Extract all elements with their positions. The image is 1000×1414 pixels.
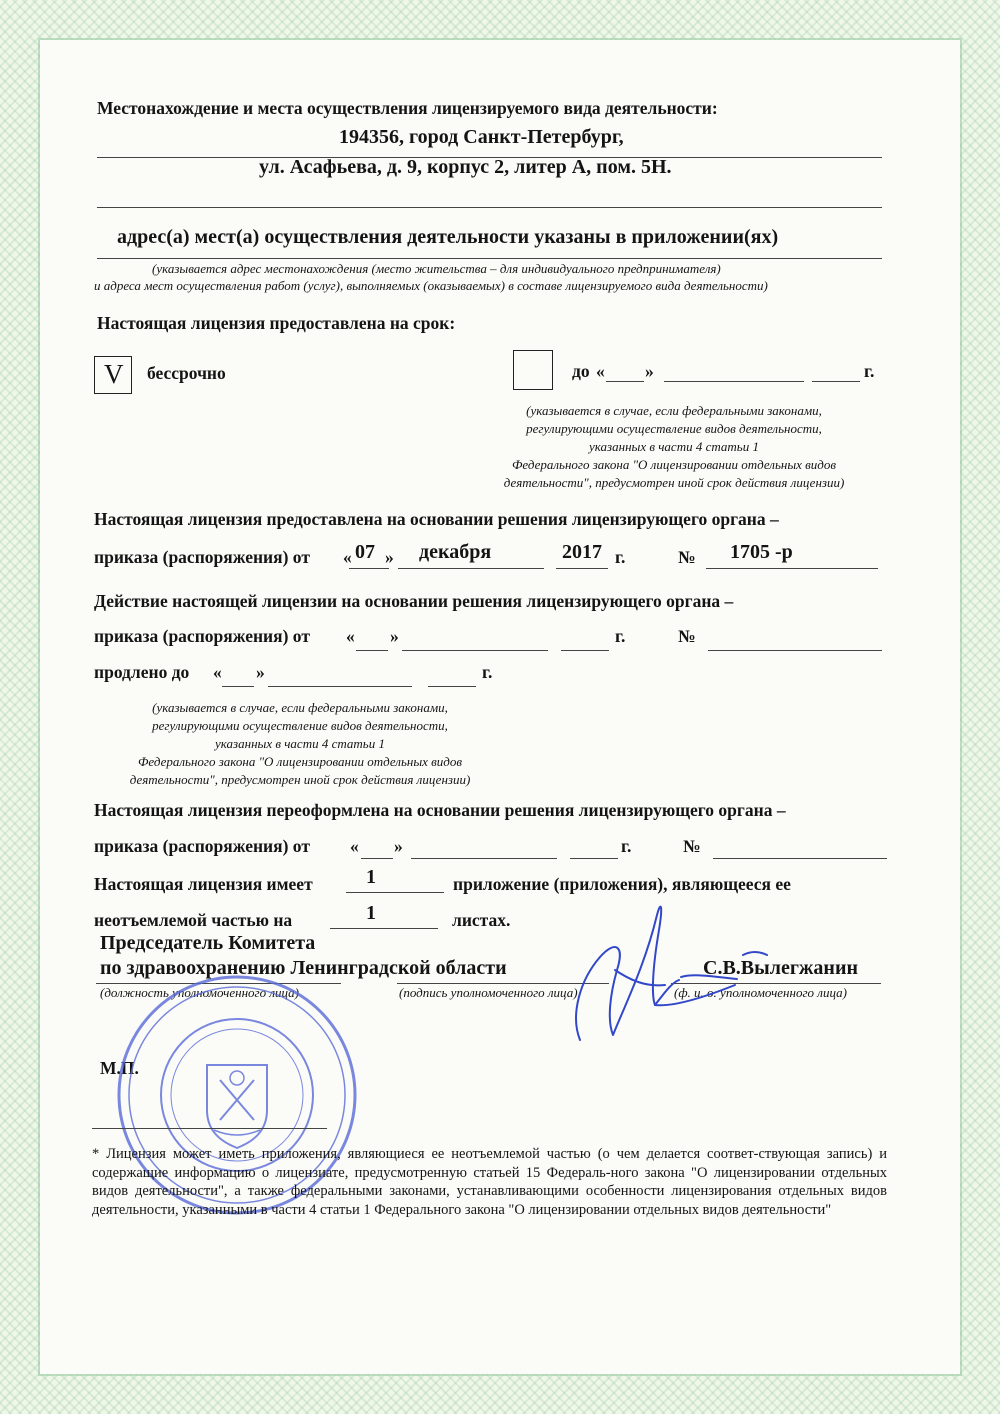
term-note-line: (указывается в случае, если федеральными законами, bbox=[526, 403, 822, 418]
grant-number-line bbox=[706, 568, 878, 569]
extended-year-suffix: г. bbox=[482, 662, 493, 682]
reissue-number-line bbox=[713, 858, 887, 859]
appendix-integral-label: неотъемлемой частью на bbox=[94, 910, 293, 930]
signatory-name: С.В.Вылегжанин bbox=[703, 957, 858, 979]
grant-open-quote: « bbox=[343, 547, 352, 567]
until-close-quote: » bbox=[645, 361, 654, 381]
reissue-open-quote: « bbox=[350, 836, 359, 856]
extension-order-label: приказа (распоряжения) от bbox=[94, 626, 310, 646]
address-line-1: 194356, город Санкт-Петербург, bbox=[339, 126, 624, 148]
grant-number: 1705 -р bbox=[730, 541, 793, 563]
signatory-position-1: Председатель Комитета bbox=[100, 932, 316, 954]
grant-number-sign: № bbox=[678, 547, 696, 567]
signatory-position-2: по здравоохранению Ленинградской области bbox=[100, 957, 507, 979]
indefinite-label: бессрочно bbox=[147, 363, 226, 383]
seal-label: М.П. bbox=[100, 1058, 139, 1078]
until-label: до bbox=[572, 361, 590, 381]
check-mark: V bbox=[104, 359, 124, 389]
extension-close-quote: » bbox=[390, 626, 399, 646]
reissue-year-line bbox=[570, 858, 618, 859]
address-hint-1: (указывается адрес местонахождения (место жительства – для индивидуального предпринимателя) bbox=[152, 261, 721, 276]
appendix-word: приложение (приложения), являющееся ее bbox=[453, 874, 791, 894]
appendix-address-note: адрес(а) мест(а) осуществления деятельности указаны в приложении(ях) bbox=[117, 226, 779, 248]
appendix-count: 1 bbox=[366, 866, 376, 888]
address-underline-2 bbox=[97, 207, 882, 208]
until-day-line bbox=[606, 381, 644, 382]
extension-note-line: регулирующими осуществление видов деятельности, bbox=[152, 718, 448, 733]
extension-year-line bbox=[561, 650, 609, 651]
address-underline-3 bbox=[97, 258, 882, 259]
extended-day-line bbox=[222, 686, 254, 687]
position-hint: (должность уполномоченного лица) bbox=[100, 985, 299, 1000]
grant-basis: Настоящая лицензия предоставлена на основании решения лицензирующего органа – bbox=[94, 509, 779, 529]
reissue-number-sign: № bbox=[683, 836, 701, 856]
extension-basis: Действие настоящей лицензии на основании решения лицензирующего органа – bbox=[94, 591, 734, 611]
address-line-2: ул. Асафьева, д. 9, корпус 2, литер А, пом. 5Н. bbox=[259, 156, 672, 178]
extension-open-quote: « bbox=[346, 626, 355, 646]
grant-year: 2017 bbox=[562, 541, 602, 563]
appendix-has-label: Настоящая лицензия имеет bbox=[94, 874, 313, 894]
grant-month: декабря bbox=[419, 541, 492, 563]
extended-close-quote: » bbox=[256, 662, 265, 682]
until-year-line bbox=[812, 381, 860, 382]
until-month-line bbox=[664, 381, 804, 382]
address-hint-2: и адреса мест осуществления работ (услуг), выполняемых (оказываемых) в составе лицензируемого вида деятельности) bbox=[94, 278, 768, 293]
grant-day: 07 bbox=[355, 541, 375, 563]
extension-year-suffix: г. bbox=[615, 626, 626, 646]
fixed-term-checkbox bbox=[513, 350, 553, 390]
handwritten-signature bbox=[555, 885, 775, 1055]
extension-note-line: деятельности", предусмотрен иной срок действия лицензии) bbox=[129, 772, 471, 787]
extension-month-line bbox=[402, 650, 548, 651]
term-note-line: указанных в части 4 статьи 1 bbox=[589, 439, 759, 454]
until-open-quote: « bbox=[596, 361, 605, 381]
footnote: * Лицензия может иметь приложения, являющиеся ее неотъемлемой частью (о чем делается соответ-ствующая запись) и содержащие информацию о лицензиате, предусмотренную статьей 15 Федераль-ного закона "О лицензировании отдельных видов деятельности", а также федеральными законами, устанавливающими особенности лицензирования отдельных видов деятельности, указанными в части 4 статьи 1 Федерального закона "О лицензировании отдельных видов деятельности" bbox=[92, 1146, 887, 1218]
appendix-sheets-line bbox=[330, 928, 438, 929]
appendix-sheets: 1 bbox=[366, 902, 376, 924]
reissue-close-quote: » bbox=[394, 836, 403, 856]
reissue-day-line bbox=[361, 858, 393, 859]
extension-number-line bbox=[708, 650, 882, 651]
term-note-line: Федерального закона "О лицензировании отдельных видов bbox=[511, 457, 837, 472]
reissue-order-label: приказа (распоряжения) от bbox=[94, 836, 310, 856]
extension-note-line: Федерального закона "О лицензировании отдельных видов bbox=[137, 754, 463, 769]
grant-day-line bbox=[349, 568, 389, 569]
extension-number-sign: № bbox=[678, 626, 696, 646]
location-heading: Местонахождение и места осуществления лицензируемого вида деятельности: bbox=[97, 98, 718, 118]
term-heading: Настоящая лицензия предоставлена на срок: bbox=[97, 313, 456, 333]
signature-hint: (подпись уполномоченного лица) bbox=[399, 985, 578, 1000]
term-note bbox=[478, 402, 870, 492]
grant-order-label: приказа (распоряжения) от bbox=[94, 547, 310, 567]
appendix-sheets-word: листах. bbox=[452, 910, 511, 930]
grant-month-line bbox=[398, 568, 544, 569]
grant-year-line bbox=[556, 568, 608, 569]
extension-note-line: указанных в части 4 статьи 1 bbox=[215, 736, 385, 751]
reissue-basis: Настоящая лицензия переоформлена на основании решения лицензирующего органа – bbox=[94, 800, 786, 820]
reissue-month-line bbox=[411, 858, 557, 859]
indefinite-checkbox bbox=[94, 356, 132, 394]
extension-note-line: (указывается в случае, если федеральными законами, bbox=[152, 700, 448, 715]
name-hint: (ф. и. о. уполномоченного лица) bbox=[674, 985, 847, 1000]
grant-year-suffix: г. bbox=[615, 547, 626, 567]
extension-day-line bbox=[356, 650, 388, 651]
footnote-separator bbox=[92, 1128, 327, 1129]
reissue-year-suffix: г. bbox=[621, 836, 632, 856]
until-year-suffix: г. bbox=[864, 361, 875, 381]
extended-until-label: продлено до bbox=[94, 662, 190, 682]
term-note-line: деятельности", предусмотрен иной срок действия лицензии) bbox=[503, 475, 845, 490]
term-note-line: регулирующими осуществление видов деятельности, bbox=[526, 421, 822, 436]
grant-close-quote: » bbox=[385, 547, 394, 567]
extended-open-quote: « bbox=[213, 662, 222, 682]
extension-note bbox=[95, 699, 505, 789]
extended-year-line bbox=[428, 686, 476, 687]
appendix-count-line bbox=[346, 892, 444, 893]
extended-month-line bbox=[268, 686, 412, 687]
